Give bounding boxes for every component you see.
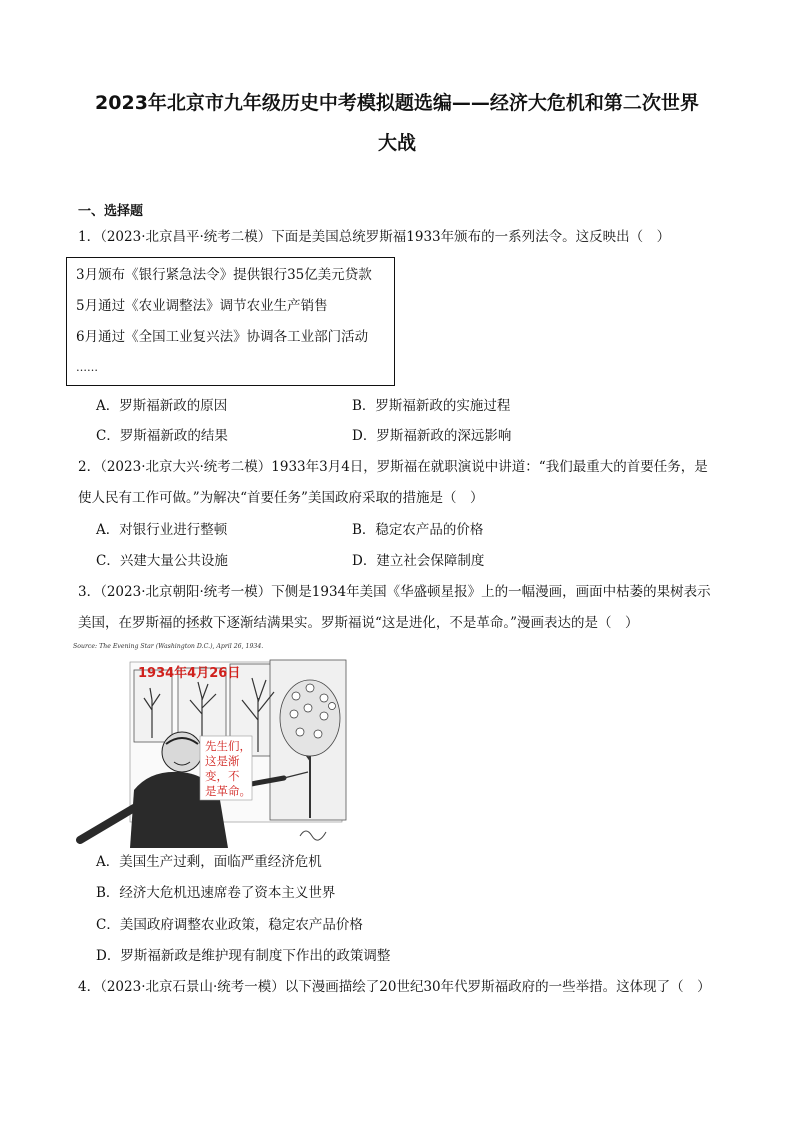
- q3-option-b[interactable]: B．经济大危机迅速席卷了资本主义世界: [96, 885, 336, 901]
- q2-option-d[interactable]: D．建立社会保障制度: [352, 553, 485, 569]
- question-1-material-box: [66, 257, 395, 386]
- material-line: ……: [76, 361, 98, 374]
- q2-option-b[interactable]: B．稳定农产品的价格: [352, 522, 484, 538]
- q1-option-c[interactable]: C．罗斯福新政的结果: [96, 428, 228, 444]
- q3-option-c[interactable]: C．美国政府调整农业政策，稳定农产品价格: [96, 917, 363, 933]
- q3-option-d[interactable]: D．罗斯福新政是维护现有制度下作出的政策调整: [96, 948, 391, 964]
- question-3-stem-continued: 美国，在罗斯福的拯救下逐渐结满果实。罗斯福说“这是进化，不是革命。”漫画表达的是（ ）: [78, 615, 639, 631]
- q1-option-a[interactable]: A．罗斯福新政的原因: [96, 398, 228, 414]
- q2-option-c[interactable]: C．兴建大量公共设施: [96, 553, 228, 569]
- material-line: 5月通过《农业调整法》调节农业生产销售: [76, 298, 328, 314]
- cartoon-source-caption: Source: The Evening Star (Washington D.C.), April 26, 1934.: [73, 643, 264, 650]
- page-title: 2023年北京市九年级历史中考模拟题选编——经济大危机和第二次世界: [95, 92, 699, 114]
- question-2-stem: 2．（2023·北京大兴·统考二模）1933年3月4日，罗斯福在就职演说中讲道：“我们最重大的首要任务，是: [78, 459, 708, 475]
- speech-line: 这是渐: [205, 754, 240, 768]
- section-heading: 一、选择题: [78, 204, 144, 219]
- cartoon-date-label: 1934年4月26日: [138, 666, 241, 681]
- material-line: 6月通过《全国工业复兴法》协调各工业部门活动: [76, 329, 369, 345]
- political-cartoon: [70, 640, 350, 848]
- q3-option-a[interactable]: A．美国生产过剩，面临严重经济危机: [96, 854, 322, 870]
- question-3-stem: 3．（2023·北京朝阳·统考一模）下侧是1934年美国《华盛顿星报》上的一幅漫画，画面中枯萎的果树表示: [78, 584, 711, 600]
- question-4-stem: 4．（2023·北京石景山·统考一模）以下漫画描绘了20世纪30年代罗斯福政府的一些举措。这体现了（ ）: [78, 979, 711, 995]
- speech-line: 变，不: [205, 769, 240, 783]
- question-2-stem-continued: 使人民有工作可做。”为解决“首要任务”美国政府采取的措施是（ ）: [78, 490, 484, 506]
- speech-line: 是革命。: [205, 784, 251, 798]
- material-line: 3月颁布《银行紧急法令》提供银行35亿美元贷款: [76, 267, 372, 283]
- speech-line: 先生们，: [205, 739, 251, 753]
- q1-option-b[interactable]: B．罗斯福新政的实施过程: [352, 398, 511, 414]
- q2-option-a[interactable]: A．对银行业进行整顿: [96, 522, 228, 538]
- q1-option-d[interactable]: D．罗斯福新政的深远影响: [352, 428, 512, 444]
- page-title-continued: 大战: [377, 132, 416, 154]
- artist-signature: [300, 831, 326, 840]
- question-1-stem: 1．（2023·北京昌平·统考二模）下面是美国总统罗斯福1933年颁布的一系列法令。这反映出（ ）: [78, 229, 671, 245]
